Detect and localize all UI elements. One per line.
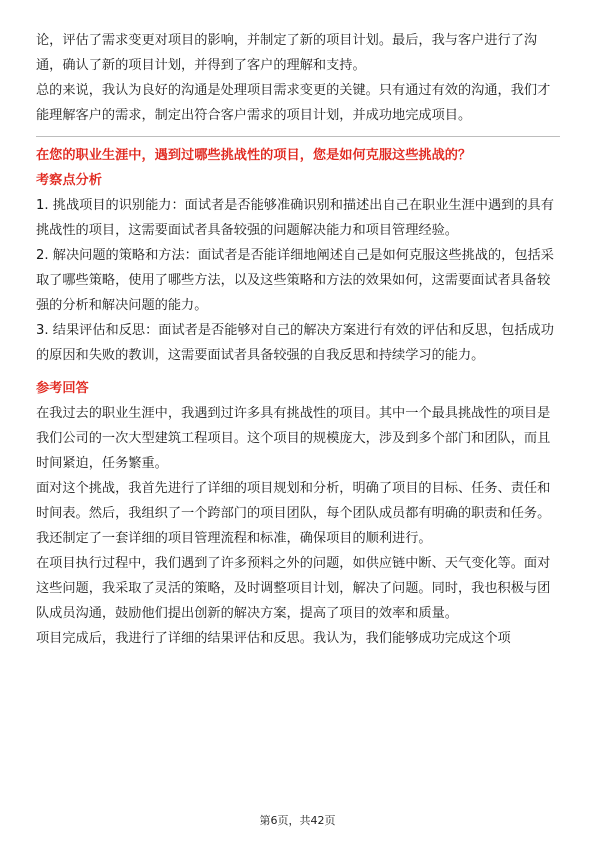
page-content <box>36 28 560 651</box>
page-number: 第6页，共42页 <box>259 814 336 827</box>
answer-paragraph-4: 项目完成后，我进行了详细的结果评估和反思。我认为，我们能够成功完成这个项 <box>36 631 511 646</box>
analysis-point-3: 3. 结果评估和反思：面试者是否能够对自己的解决方案进行有效的评估和反思，包括成功的原因和失败的教训，这需要面试者具备较强的自我反思和持续学习的能力。 <box>36 323 554 363</box>
page-footer <box>0 812 595 828</box>
answer-paragraph-2: 面对这个挑战，我首先进行了详细的项目规划和分析，明确了项目的目标、任务、责任和时间表。然后，我组织了一个跨部门的项目团队，每个团队成员都有明确的职责和任务。我还制定了一套详细的项目管理流程和标准，确保项目的顺利进行。 <box>36 481 551 546</box>
answer-paragraph-3: 在项目执行过程中，我们遇到了许多预料之外的问题，如供应链中断、天气变化等。面对这些问题，我采取了灵活的策略，及时调整项目计划，解决了问题。同时，我也积极与团队成员沟通，鼓励他们提出创新的解决方案，提高了项目的效率和质量。 <box>36 556 551 621</box>
analysis-title: 考察点分析 <box>36 173 102 188</box>
interview-question: 在您的职业生涯中，遇到过哪些挑战性的项目，您是如何克服这些挑战的？ <box>36 148 472 163</box>
analysis-point-1: 1. 挑战项目的识别能力：面试者是否能够准确识别和描述出自己在职业生涯中遇到的具有挑战性的项目，这需要面试者具备较强的问题解决能力和项目管理经验。 <box>36 198 554 238</box>
intro-paragraph-1: 论，评估了需求变更对项目的影响，并制定了新的项目计划。最后，我与客户进行了沟通，确认了新的项目计划，并得到了客户的理解和支持。 <box>36 33 538 73</box>
analysis-point-2: 2. 解决问题的策略和方法：面试者是否能详细地阐述自己是如何克服这些挑战的，包括采取了哪些策略，使用了哪些方法，以及这些策略和方法的效果如何，这需要面试者具备较强的分析和解决问题的能力。 <box>36 248 554 313</box>
answer-title: 参考回答 <box>36 381 89 396</box>
section-spacer <box>36 368 560 376</box>
section-divider <box>36 136 560 137</box>
intro-paragraph-2: 总的来说，我认为良好的沟通是处理项目需求变更的关键。只有通过有效的沟通，我们才能理解客户的需求，制定出符合客户需求的项目计划，并成功地完成项目。 <box>36 83 551 123</box>
answer-paragraph-1: 在我过去的职业生涯中，我遇到过许多具有挑战性的项目。其中一个最具挑战性的项目是我们公司的一次大型建筑工程项目。这个项目的规模庞大，涉及到多个部门和团队，而且时间紧迫，任务繁重。 <box>36 406 551 471</box>
